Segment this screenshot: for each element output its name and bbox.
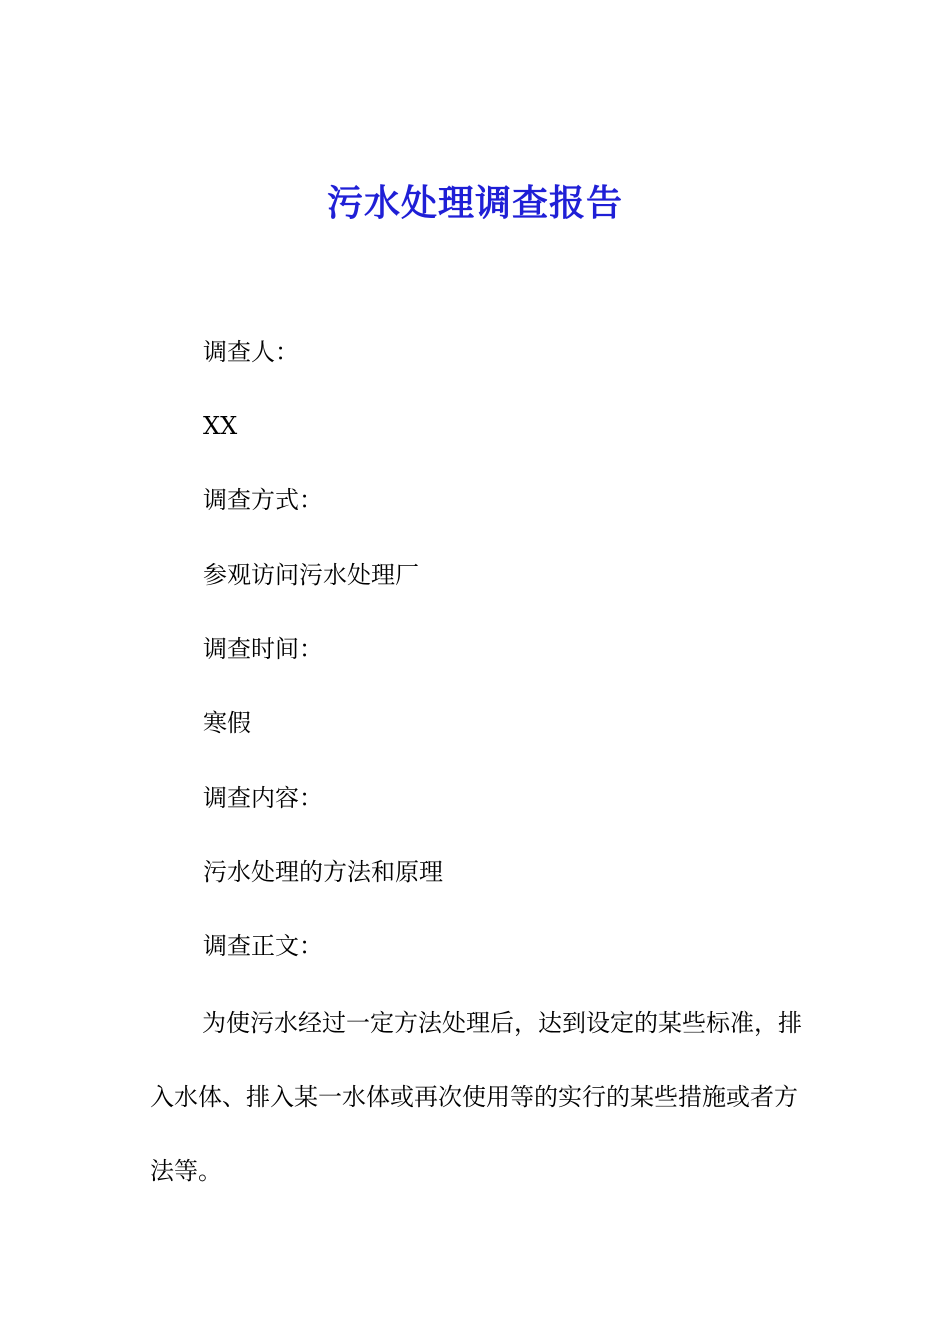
field-label-content: 调查内容： (203, 784, 323, 812)
field-label-time: 调查时间： (203, 635, 323, 663)
field-value-content: 污水处理的方法和原理 (203, 858, 443, 886)
field-value-investigator: XX (203, 412, 238, 440)
body-paragraph: 为使污水经过一定方法处理后，达到设定的某些标准，排入水体、排入某一水体或再次使用等的实行的某些措施或者方法等。 (150, 1009, 802, 1185)
field-value-method: 参观访问污水处理厂 (203, 561, 419, 589)
document-title: 污水处理调查报告 (326, 182, 623, 224)
field-value-time: 寒假 (203, 709, 251, 737)
field-label-investigator: 调查人： (203, 338, 299, 366)
body-heading: 调查正文： (203, 932, 323, 960)
field-label-method: 调查方式： (203, 486, 323, 514)
